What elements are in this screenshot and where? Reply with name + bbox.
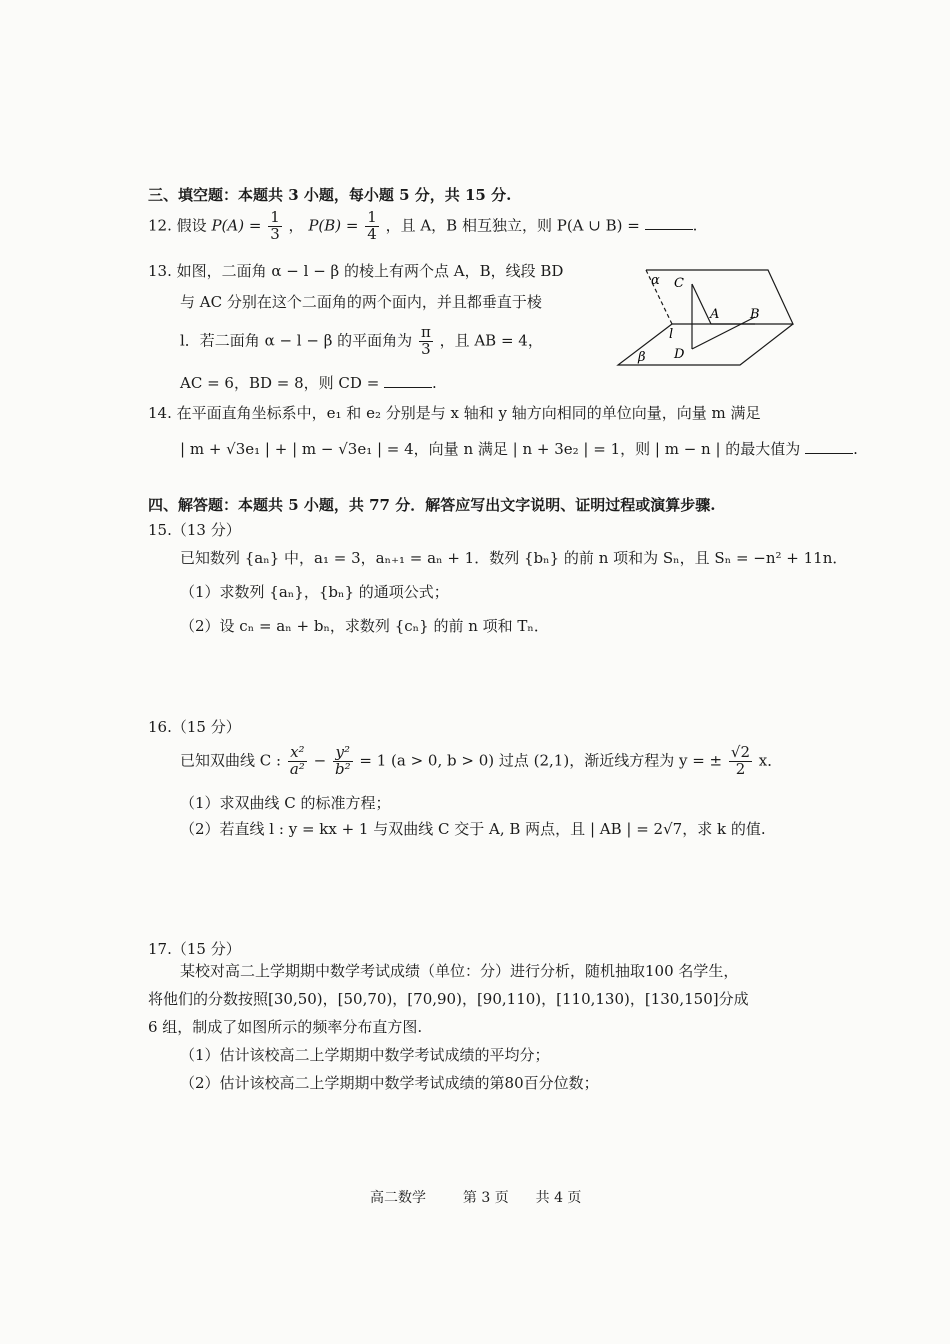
q13-angle-denominator: 3: [421, 339, 431, 358]
q17-part-2: （2）估计该校高二上学期期中数学考试成绩的第80百分位数；: [180, 1074, 599, 1092]
q16-x-denominator: a²: [289, 759, 305, 778]
q12-post: ，且 A，B 相互独立，则 P(A ∪ B) =: [385, 216, 640, 235]
q13-line-2: 与 AC 分别在这个二面角的两个面内，并且都垂直于棱: [180, 293, 542, 311]
q12-pb-denominator: 4: [367, 224, 377, 243]
q12-pa-fraction: [268, 210, 282, 243]
q12-end: .: [692, 216, 698, 235]
label-b: B: [750, 307, 760, 322]
footer-subject: 高二数学: [370, 1190, 426, 1206]
q16-stem-pre: 已知双曲线 C :: [180, 751, 282, 770]
q12-pa: P(A) =: [211, 216, 262, 235]
q17-line-2: 将他们的分数按照[30,50)，[50,70)，[70,90)，[90,110)，[110,130)，[130,150]分成: [148, 990, 749, 1008]
q12-answer-blank: [645, 228, 693, 230]
q12-pb-fraction: [365, 210, 379, 243]
q16-stem-mid: = 1 (a > 0, b > 0) 过点 (2,1)，渐近线方程为 y = ±: [359, 751, 723, 770]
q16-part-1: （1）求双曲线 C 的标准方程；: [180, 794, 391, 812]
q14-line-2: [180, 440, 858, 459]
label-alpha: α: [651, 273, 660, 288]
q14-number: 14.: [148, 404, 172, 422]
q12-number: 12.: [148, 216, 172, 235]
q15-part-1: （1）求数列 {aₙ}，{bₙ} 的通项公式；: [180, 583, 449, 601]
label-l: l: [669, 327, 674, 342]
q14-line-1: [148, 404, 761, 423]
q13-line-3: [180, 325, 543, 358]
q16-y-numerator: y²: [333, 745, 353, 762]
q14-answer-blank: [805, 452, 853, 454]
q12-pre: 假设: [176, 216, 207, 235]
q17-line-3: 6 组，制成了如图所示的频率分布直方图.: [148, 1018, 423, 1036]
q13-line-1-text: 如图，二面角 α − l − β 的棱上有两个点 A，B，线段 BD: [176, 262, 564, 280]
label-a: A: [710, 307, 720, 322]
question-12: [148, 210, 697, 243]
q13-end: .: [432, 374, 437, 392]
q16-x-fraction: [288, 745, 307, 778]
q13-angle-numerator: π: [420, 323, 431, 341]
footer-total-pages: 共 4 页: [535, 1190, 582, 1206]
q16-y-denominator: b²: [334, 759, 351, 778]
q16-number: 16.（15 分）: [148, 718, 241, 736]
q12-pb-numerator: 1: [367, 208, 377, 226]
label-beta: β: [638, 350, 646, 365]
q12-separator: ，: [288, 216, 304, 235]
label-d: D: [674, 347, 685, 362]
q17-number: 17.（15 分）: [148, 940, 241, 958]
segment-ac: [692, 284, 711, 324]
q15-number: 15.（13 分）: [148, 521, 241, 539]
segment-db: [692, 317, 755, 349]
q17-line-1: 某校对高二上学期期中数学考试成绩（单位：分）进行分析，随机抽取100 名学生，: [180, 962, 739, 980]
q16-x-numerator: x²: [288, 745, 307, 762]
q13-number: 13.: [148, 262, 172, 280]
label-c: C: [674, 276, 684, 291]
q14-line-1-text: 在平面直角坐标系中，e₁ 和 e₂ 分别是与 x 轴和 y 轴方向相同的单位向量，向量 m 满足: [176, 404, 761, 422]
q14-line-2-text: | m + √3e₁ | + | m − √3e₁ | = 4，向量 n 满足 | n + 3e₂ | = 1，则 | m − n | 的最大值为: [180, 440, 801, 458]
q15-part-2: （2）设 cₙ = aₙ + bₙ，求数列 {cₙ} 的前 n 项和 Tₙ．: [180, 617, 549, 635]
q16-y-fraction: [333, 745, 353, 778]
q13-angle-fraction: [419, 325, 433, 358]
q16-stem-end: x．: [758, 751, 783, 770]
q15-stem: 已知数列 {aₙ} 中，a₁ = 3，aₙ₊₁ = aₙ + 1．数列 {bₙ} 的前 n 项和为 Sₙ，且 Sₙ = −n² + 11n．: [180, 549, 848, 567]
q12-pa-numerator: 1: [270, 208, 280, 226]
footer-page-number: 第 3 页: [462, 1190, 509, 1206]
q13-line-3-post: ，且 AB = 4，: [439, 331, 543, 350]
section-4-heading: 四、解答题：本题共 5 小题，共 77 分．解答应写出文字说明、证明过程或演算步骤.: [148, 496, 716, 514]
q16-stem: [180, 745, 782, 778]
q13-line-3-pre: l．若二面角 α − l − β 的平面角为: [180, 331, 413, 350]
q16-part-2: （2）若直线 l : y = kx + 1 与双曲线 C 交于 A, B 两点，且 | AB | = 2√7，求 k 的值.: [180, 820, 766, 838]
q14-end: .: [853, 440, 858, 458]
q12-pa-denominator: 3: [270, 224, 280, 243]
q13-line-1: [148, 262, 563, 281]
section-3-heading: 三、填空题：本题共 3 小题，每小题 5 分，共 15 分.: [148, 186, 512, 204]
q16-asymptote-fraction: [729, 745, 752, 778]
q16-asymptote-numerator: √2: [730, 743, 751, 761]
q13-answer-blank: [384, 386, 432, 388]
q16-asymptote-denominator: 2: [735, 759, 746, 778]
dihedral-angle-figure: [610, 262, 800, 374]
q13-line-4: [180, 374, 437, 393]
q16-minus: −: [313, 751, 327, 770]
q12-pb: P(B) =: [308, 216, 359, 235]
page-footer: [370, 1190, 581, 1208]
q17-part-1: （1）估计该校高二上学期期中数学考试成绩的平均分；: [180, 1046, 550, 1064]
q13-line-4-text: AC = 6，BD = 8，则 CD =: [180, 374, 380, 392]
